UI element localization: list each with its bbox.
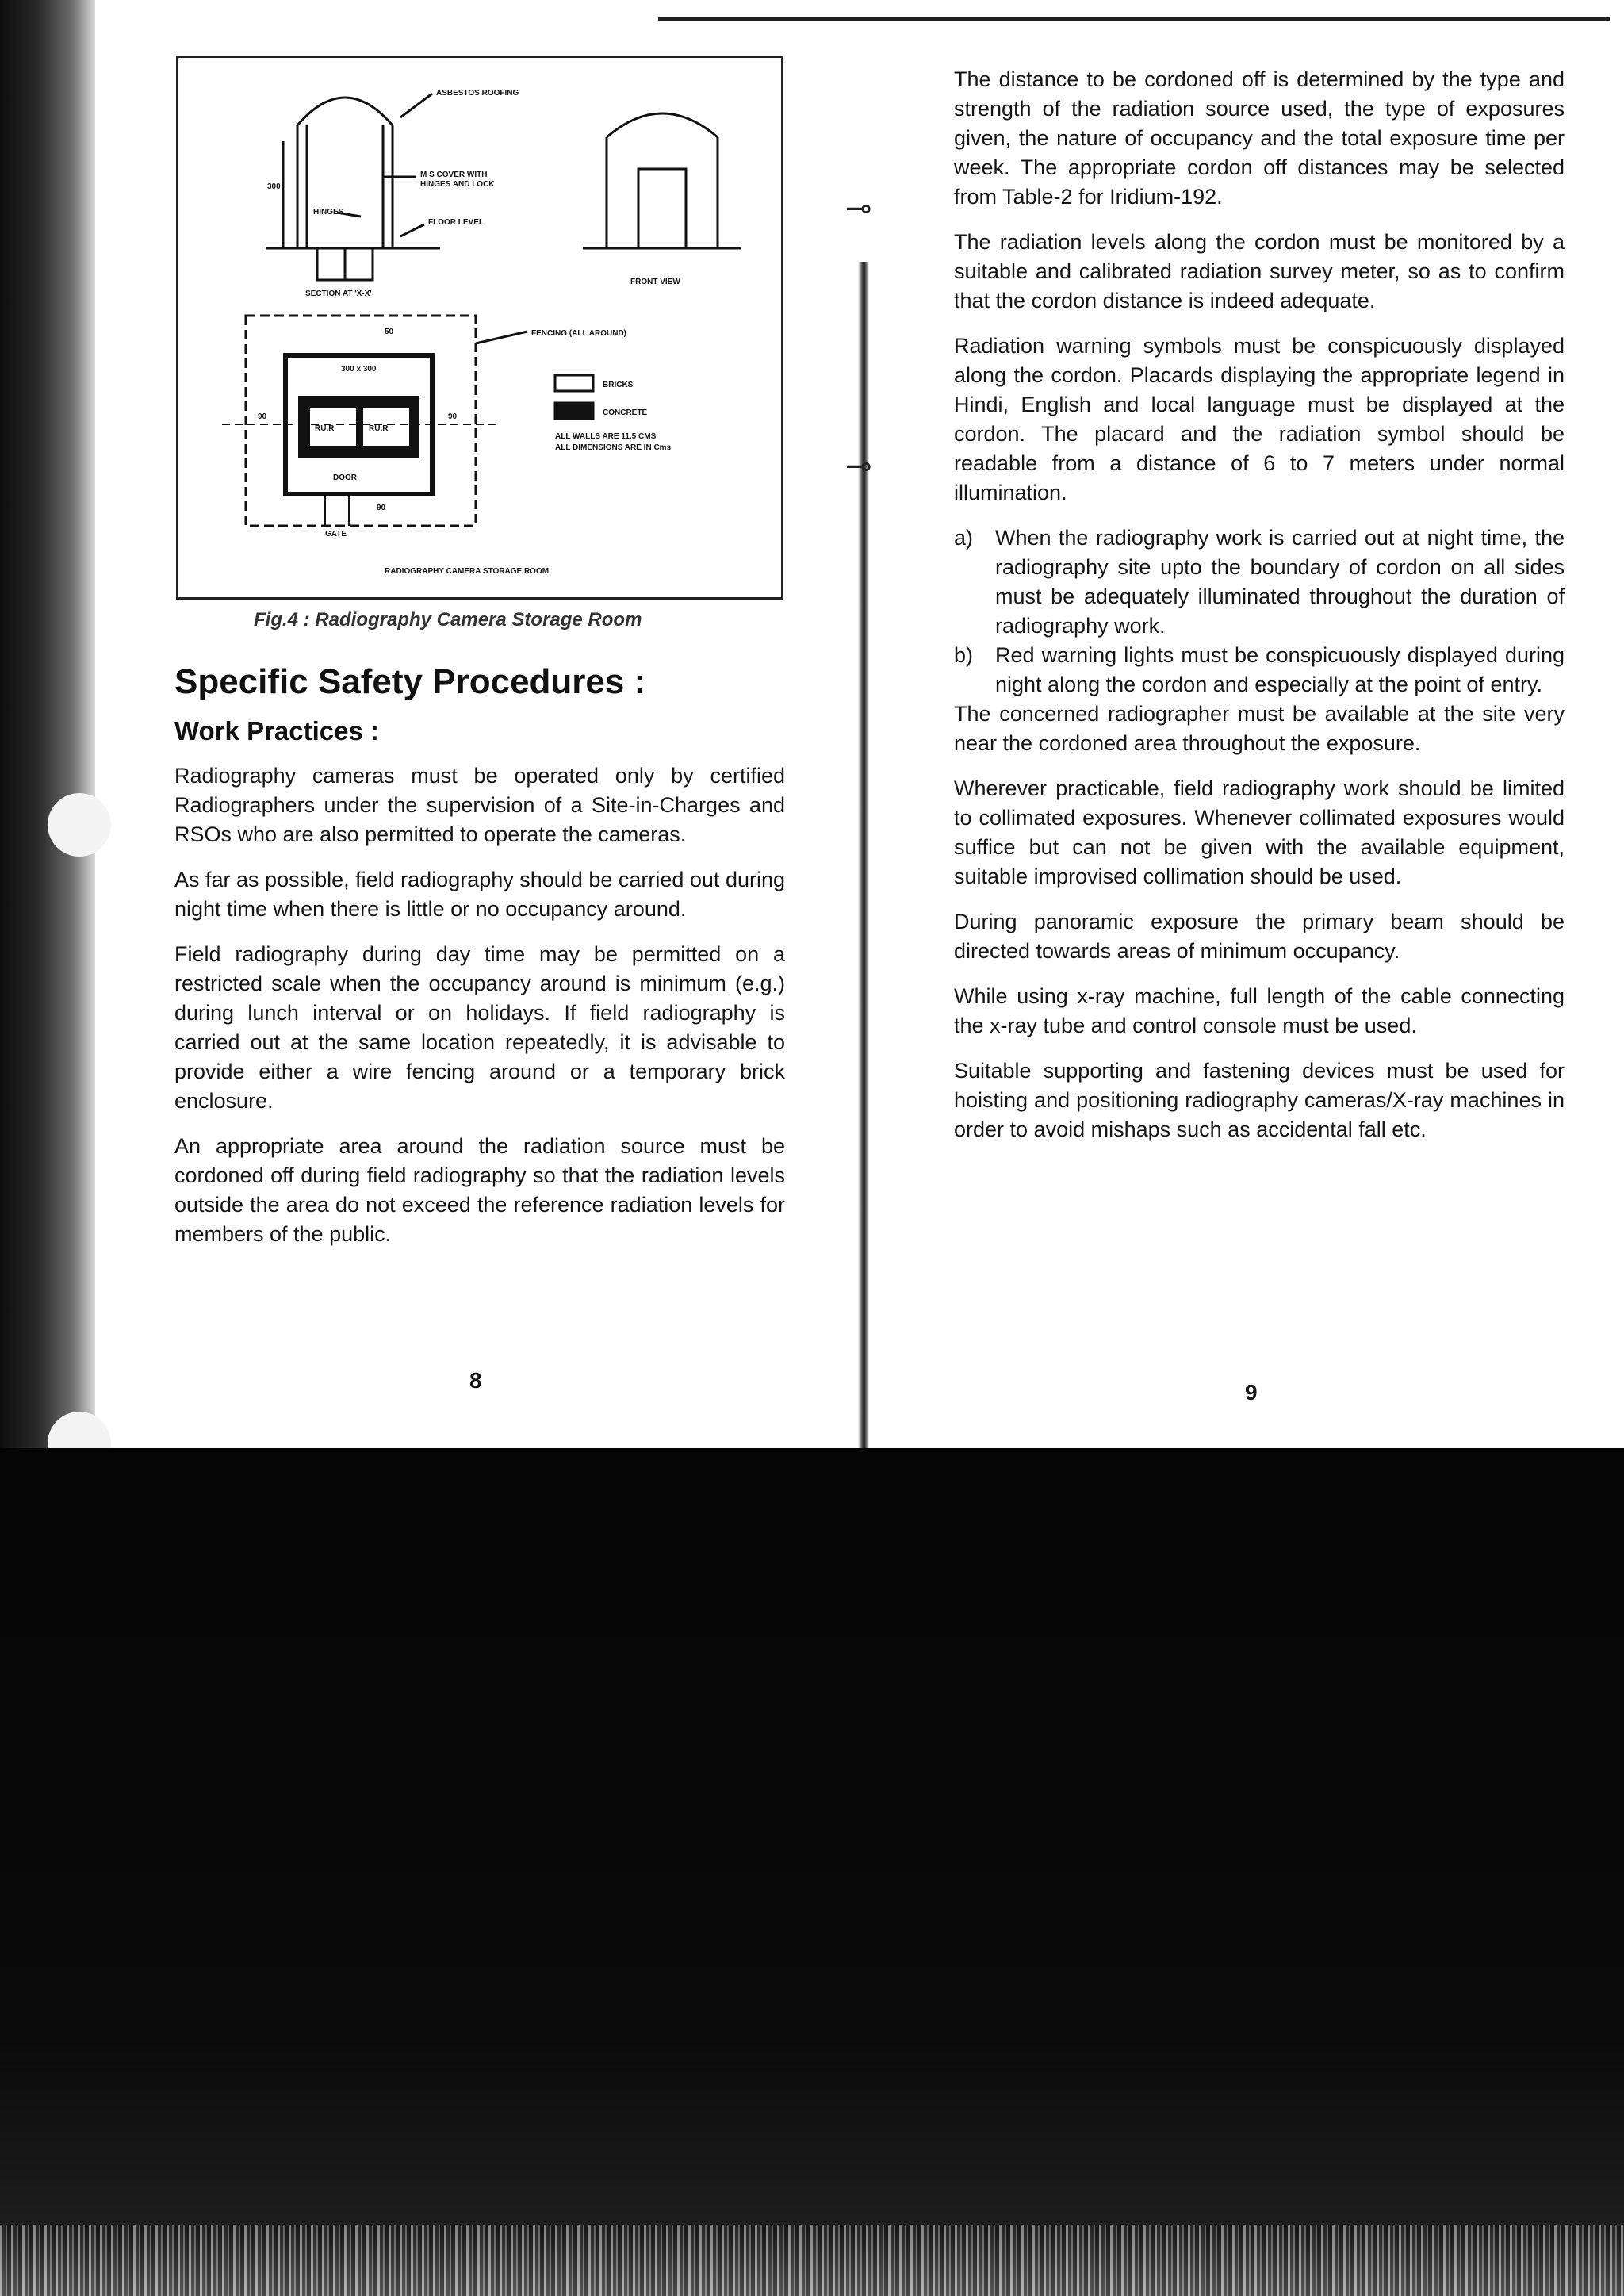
list-item bbox=[954, 523, 1565, 641]
storage-room-drawing bbox=[178, 58, 781, 597]
list-text: When the radiography work is carried out at night time, the radiography site upto the boundary of cordon on all sides must be adequately illuminated throughout the duration of radiography work. bbox=[995, 526, 1565, 638]
binding-hole bbox=[48, 793, 111, 857]
label-dim-top: 50 bbox=[385, 328, 394, 336]
paragraph: Field radiography during day time may be permitted on a restricted scale when the occupancy around is minimum (e.g.) during lunch interval or on holidays. If field radiography is carried out at the same location repeatedly, it is advisable to provide either a wire fencing around or a temporary brick enclosure. bbox=[174, 942, 785, 1113]
label-dim-side: 90 bbox=[258, 412, 267, 421]
paragraph: Wherever practicable, field radiography work should be limited to collimated exposures. Whenever collimated exposures would suffice but can not be given with the available equipment, suitable improvised collimation should be used. bbox=[954, 776, 1565, 888]
list-text: Red warning lights must be conspicuously displayed during night along the cordon and especially at the point of entry. bbox=[995, 643, 1565, 696]
label-hinges: HINGES bbox=[313, 208, 344, 217]
spine-mark: ⊸ bbox=[845, 449, 872, 484]
paragraph: An appropriate area around the radiation source must be cordoned off during field radiography so that the radiation levels outside the area do not exceed the reference radiation levels for members of the public. bbox=[174, 1134, 785, 1246]
label-bricks: BRICKS bbox=[603, 381, 634, 389]
label-bottom-title: RADIOGRAPHY CAMERA STORAGE ROOM bbox=[385, 567, 550, 576]
paragraph: Radiation warning symbols must be conspicuously displayed along the cordon. Placards displaying the appropriate legend in Hindi, English and local language must be displayed at the cordon. The placard and the radiation symbol should be readable from a distance of 6 to 7 meters under normal illumination. bbox=[954, 334, 1565, 504]
left-body bbox=[174, 761, 785, 1265]
left-page bbox=[167, 48, 785, 1396]
label-floor-level: FLOOR LEVEL bbox=[428, 218, 484, 227]
page-number: 8 bbox=[469, 1368, 482, 1393]
label-cover-1: M S COVER WITH bbox=[420, 171, 488, 179]
label-dim-gate: 90 bbox=[377, 504, 386, 512]
figure-storage-room bbox=[176, 56, 783, 600]
figure-caption: Fig.4 : Radiography Camera Storage Room bbox=[254, 609, 642, 631]
scan-left-edge bbox=[0, 0, 95, 1459]
list-marker: a) bbox=[954, 526, 974, 550]
label-concrete: CONCRETE bbox=[603, 408, 648, 417]
list-marker: b) bbox=[954, 643, 974, 667]
label-fencing: FENCING (ALL AROUND) bbox=[531, 329, 626, 338]
paragraph: Suitable supporting and fastening devices must be used for hoisting and positioning radiography cameras/X-ray machines in order to avoid mishaps such as accidental fall etc. bbox=[954, 1059, 1565, 1141]
scan-dark-background bbox=[0, 1448, 1624, 2296]
paragraph: Radiography cameras must be operated only by certified Radiographers under the supervision of a Site-in-Charges and RSOs who are also permitted to operate the cameras. bbox=[174, 764, 785, 846]
label-note-2: ALL DIMENSIONS ARE IN Cms bbox=[555, 443, 672, 452]
list-item bbox=[954, 641, 1565, 700]
section-roof bbox=[297, 98, 393, 125]
right-page bbox=[942, 48, 1576, 1405]
label-door: DOOR bbox=[333, 473, 357, 482]
paragraph: While using x-ray machine, full length of the cable connecting the x-ray tube and control console must be used. bbox=[954, 984, 1565, 1037]
subsection-heading: Work Practices : bbox=[174, 716, 380, 746]
front-roof bbox=[607, 113, 718, 137]
paragraph: The radiation levels along the cordon must be monitored by a suitable and calibrated radiation survey meter, so as to confirm that the cordon distance is indeed adequate. bbox=[954, 230, 1565, 312]
book-spine bbox=[858, 262, 869, 1451]
spine-mark: ⊸ bbox=[845, 191, 872, 226]
label-cover-2: HINGES AND LOCK bbox=[420, 180, 495, 189]
label-section: SECTION AT 'X-X' bbox=[305, 289, 372, 298]
label-dim-height: 300 bbox=[267, 182, 281, 191]
section-heading: Specific Safety Procedures : bbox=[174, 662, 646, 701]
label-pit-left: RU.R bbox=[315, 424, 335, 433]
page-number: 9 bbox=[1245, 1380, 1258, 1405]
legend-concrete-swatch bbox=[555, 403, 593, 419]
legend-bricks-swatch bbox=[555, 375, 593, 391]
paragraph: As far as possible, field radiography should be carried out during night time when there is little or no occupancy around. bbox=[174, 868, 785, 921]
label-front-view: FRONT VIEW bbox=[630, 278, 680, 286]
label-dim-right: 90 bbox=[448, 412, 458, 421]
top-rule bbox=[658, 17, 1610, 21]
label-roof: ASBESTOS ROOFING bbox=[436, 89, 519, 98]
paragraph: The distance to be cordoned off is determined by the type and strength of the radiation source used, the type of exposures given, the nature of occupancy and the total exposure time per week. The appropriate cordon off distances may be selected from Table-2 for Iridium-192. bbox=[954, 67, 1565, 209]
right-body bbox=[954, 65, 1565, 1160]
paragraph: The concerned radiographer must be available at the site very near the cordoned area throughout the exposure. bbox=[954, 702, 1565, 755]
label-room-size: 300 x 300 bbox=[341, 365, 377, 374]
label-gate: GATE bbox=[325, 530, 347, 539]
label-note-1: ALL WALLS ARE 11.5 CMS bbox=[555, 432, 657, 441]
paragraph: During panoramic exposure the primary beam should be directed towards areas of minimum occupancy. bbox=[954, 910, 1565, 963]
label-pit-right: RU.R bbox=[369, 424, 389, 433]
